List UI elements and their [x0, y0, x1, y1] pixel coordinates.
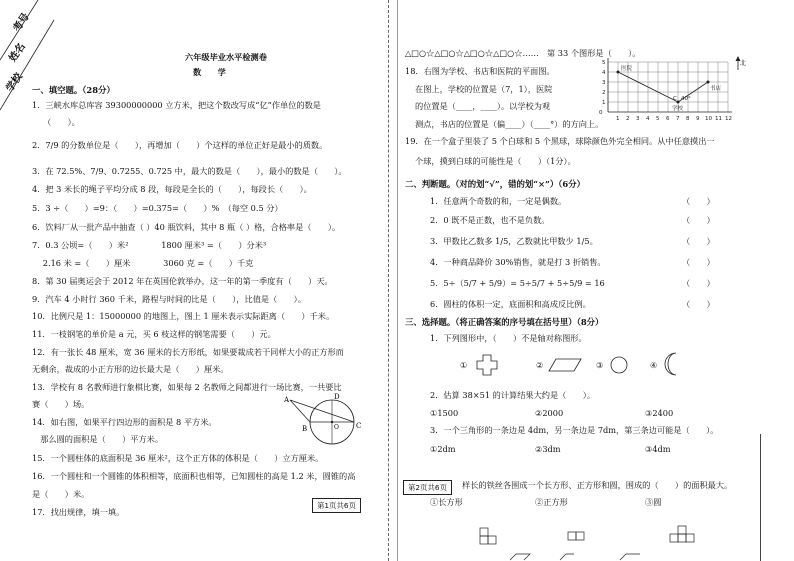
map-x-tick: 1 [616, 116, 620, 122]
choice-4-opt-1: ①长方形 [430, 497, 463, 507]
question-13-line-2: 赛（ ）场。 [32, 399, 90, 409]
map-c-label: C [673, 96, 677, 102]
question-8: 8．第 30 届奥运会于 2012 年在英国伦敦举办，这一年的第一季度有（ ）天。 [32, 276, 333, 286]
map-y-tick: 2 [602, 90, 606, 96]
choice-3-opt-1: ①2dm [430, 444, 456, 454]
subject-title: 数 学 [193, 67, 226, 77]
judgment-2: 2．0 既不是正数，也不是负数。 [430, 215, 550, 225]
judgment-6: 6．圆柱的体积一定，底面积和高成反比例。 [430, 299, 591, 309]
question-14-line-2: 那么圆的面积是（ ）平方米。 [32, 434, 164, 444]
question-18-line-2: 在图上，学校的位置是（7，1），医院 [415, 84, 553, 94]
map-angle-label: 40° [681, 96, 691, 102]
question-7-line-1: 7．0.3 公顷=（ ）米² 1800 厘米³ =（ ）分米³ [32, 240, 267, 250]
map-x-tick: 4 [646, 116, 650, 122]
figure-label-o: O [334, 424, 339, 431]
map-x-tick: 5 [656, 116, 660, 122]
map-x-tick: 0 [599, 110, 603, 116]
question-19-line-2: 个球，摸到白球的可能性是（ ）（1分）。 [415, 156, 576, 166]
question-12-line-2: 无剩余，裁成的小正方形的边长最大是（ ）厘米。 [32, 364, 229, 374]
choice-4-opt-2: ②正方形 [535, 497, 568, 507]
question-18-line-4: 测点，书店的位置是（偏____）（____°）的方向上。 [415, 119, 604, 129]
judgment-1: 1．任意两个奇数的和，一定是偶数。 [430, 196, 567, 206]
map-y-tick: 5 [602, 60, 606, 66]
map-x-tick: 10 [705, 116, 712, 122]
map-y-tick: 4 [602, 70, 606, 76]
binding-lines [0, 0, 60, 150]
map-x-tick: 8 [686, 116, 690, 122]
map-north-label: 北 [740, 60, 747, 67]
question-16-line-1: 16．一个圆柱和一个圆锥的体积相等，底面积也相等，已知圆柱的高是 1.2 米，圆锥的高 [32, 471, 356, 481]
question-19-line-1: 19．在一个盒子里装了 5 个白球和 5 个黑球，球除颜色外完全相同。从中任意摸出一 [405, 136, 715, 146]
map-x-tick: 11 [715, 116, 722, 122]
map-y-tick: 3 [602, 80, 606, 86]
question-14-line-1: 14．如右图，如果平行四边形的面积是 8 平方米。 [32, 417, 217, 427]
choice-3: 3．一个三角形的一条边是 4dm，另一条边是 7dm，第三条边可能是（ ）。 [430, 425, 719, 435]
map-x-tick: 9 [696, 116, 700, 122]
map-school-label: 学校 [672, 106, 684, 112]
section-1-title: 一、填空题。（28分） [32, 85, 115, 95]
question-1-line-2: （ ）。 [43, 117, 80, 127]
question-15: 15．一个圆柱体的底面积是 36 厘米²，这个正方体的体积是（ ）立方厘米。 [32, 453, 324, 463]
choice-3-opt-2: ②3dm [535, 444, 561, 454]
question-3: 3．在 72.5%、7/9、0.7255、0.725 中，最大的数是（ ），最小的数是（ ）。 [32, 166, 347, 176]
page-number-2: 第2页共6页 [403, 480, 452, 495]
choice-2: 2．估算 38×51 的计算结果大约是（ ）。 [430, 390, 596, 400]
map-x-tick: 2 [626, 116, 630, 122]
answer-paren: （ ） [682, 278, 715, 288]
question-13-line-1: 13．学校有 8 名教师进行象棋比赛，如果每 2 名教师之间都进行一场比赛，一共要比 [32, 382, 342, 392]
question-18-line-3: 的位置是（____，____）。以学校为观 [415, 101, 551, 111]
choice-4-opt-3: ③圆 [645, 497, 662, 507]
exam-title: 六年级毕业水平检测卷 [185, 52, 267, 62]
question-6: 6．饮料厂从一批产品中抽查（ ）40 瓶饮料，其中 8 瓶（ ）格，合格率是（ ）。 [32, 222, 341, 232]
question-9: 9．汽车 4 小时行 360 千米，路程与时间的比是（ ），比值是（ ）。 [32, 294, 306, 304]
choice-3-opt-3: ③4dm [645, 444, 671, 454]
choice-1-opt-4: ④ [650, 360, 658, 370]
cross-shape-icon [476, 354, 498, 376]
choice-4: 样长的铁丝各围成一个长方形、正方形和圆，围成的（ ）的面积最大。 [462, 480, 733, 490]
page-number-1: 第1页共6页 [312, 498, 361, 513]
question-17: 17．找出规律，填一填。 [32, 507, 125, 517]
choice-2-opt-2: ②2000 [535, 408, 564, 418]
answer-paren: （ ） [682, 236, 715, 246]
question-12-line-1: 12．有一张长 48 厘米，宽 36 厘米的长方形纸，如果要裁成若干同样大小的正方形而 [32, 347, 344, 357]
question-10: 10．比例尺是 1：15000000 的地图上，图上 1 厘米表示实际距离（ ）千米。 [32, 311, 335, 321]
figure-label-c: C [356, 422, 362, 430]
shape-sequence: △□○☆△□○☆△□○☆△□○☆…… 第 33 个图形是（ ）。 [405, 48, 641, 58]
answer-paren: （ ） [682, 299, 715, 309]
parallelogram-shape-icon [548, 358, 582, 372]
map-x-tick: 12 [725, 116, 732, 122]
map-x-tick: 7 [676, 116, 680, 122]
answer-paren: （ ） [682, 196, 715, 206]
parallelogram-circle-figure [282, 392, 376, 452]
map-y-tick: 1 [602, 100, 606, 106]
exam-number-label: 考号 [11, 11, 32, 34]
question-5: 5．3 ÷（ ）=9：（ ）=0.375=（ ）% （每空 0.5 分） [32, 203, 283, 213]
choice-2-opt-1: ①1500 [430, 408, 459, 418]
figure-label-a: A [284, 396, 290, 404]
figure-label-b: B [302, 425, 308, 433]
question-16-line-2: 是（ ）米。 [32, 489, 90, 499]
question-4: 4．把 3 米长的绳子平均分成 8 段，每段是全长的（ ），每段长（ ）。 [32, 184, 312, 194]
map-x-tick: 3 [636, 116, 640, 122]
section-2-title: 二、判断题。（对的划“√”，错的划“×”）（6分） [405, 179, 585, 189]
question-11: 11．一枝钢笔的单价是 a 元，买 6 枝这样的钢笔需要（ ）元。 [32, 329, 276, 339]
figure-label-d: D [334, 393, 340, 401]
judgment-5: 5．5÷（5/7 + 5/9）= 5÷5/7 + 5÷5/9 = 16 [430, 278, 605, 288]
judgment-3: 3．甲数比乙数多 1/5，乙数就比甲数少 1/5。 [430, 236, 598, 246]
choice-2-opt-3: ③2400 [645, 408, 674, 418]
choice-1-opt-3: ③ [596, 360, 604, 370]
crescent-shape-icon [664, 352, 682, 376]
question-2: 2．7/9 的分数单位是（ ），再增加（ ）个这样的单位正好是最小的质数。 [32, 140, 328, 150]
map-bookstore-label: 书店 [710, 86, 722, 92]
binding-margin [0, 0, 60, 150]
question-18-line-1: 18．右图为学校、书店和医院的平面图。 [405, 66, 555, 76]
question-7-line-2: 2.16 米 =（ ）厘米 3060 克 =（ ）千克 [32, 258, 254, 268]
cube-figures [470, 520, 770, 561]
answer-paren: （ ） [682, 257, 715, 267]
choice-1-opt-1: ① [460, 360, 468, 370]
choice-1: 1．下列图形中，（ ）不是轴对称图形。 [430, 333, 587, 343]
map-hospital-label: 医院 [621, 66, 633, 72]
section-3-title: 三、选择题。（将正确答案的序号填在括号里）（8分） [405, 317, 604, 327]
judgment-4: 4．一种商品降价 30%销售，就是打 3 折销售。 [430, 257, 606, 267]
choice-1-opt-2: ② [536, 360, 544, 370]
map-x-tick: 6 [666, 116, 670, 122]
name-label: 姓名 [7, 41, 28, 64]
north-arrow-icon [736, 56, 747, 70]
location-map [596, 56, 748, 126]
circle-shape-icon [610, 356, 628, 374]
question-1-line-1: 1．三峡水库总库容 39300000000 立方米，把这个数改写成“亿”作单位的数是 [32, 100, 321, 110]
center-fold-line-2 [397, 0, 398, 561]
center-fold-line [388, 0, 389, 561]
school-label: 学校 [4, 71, 25, 94]
answer-paren: （ ） [682, 215, 715, 225]
